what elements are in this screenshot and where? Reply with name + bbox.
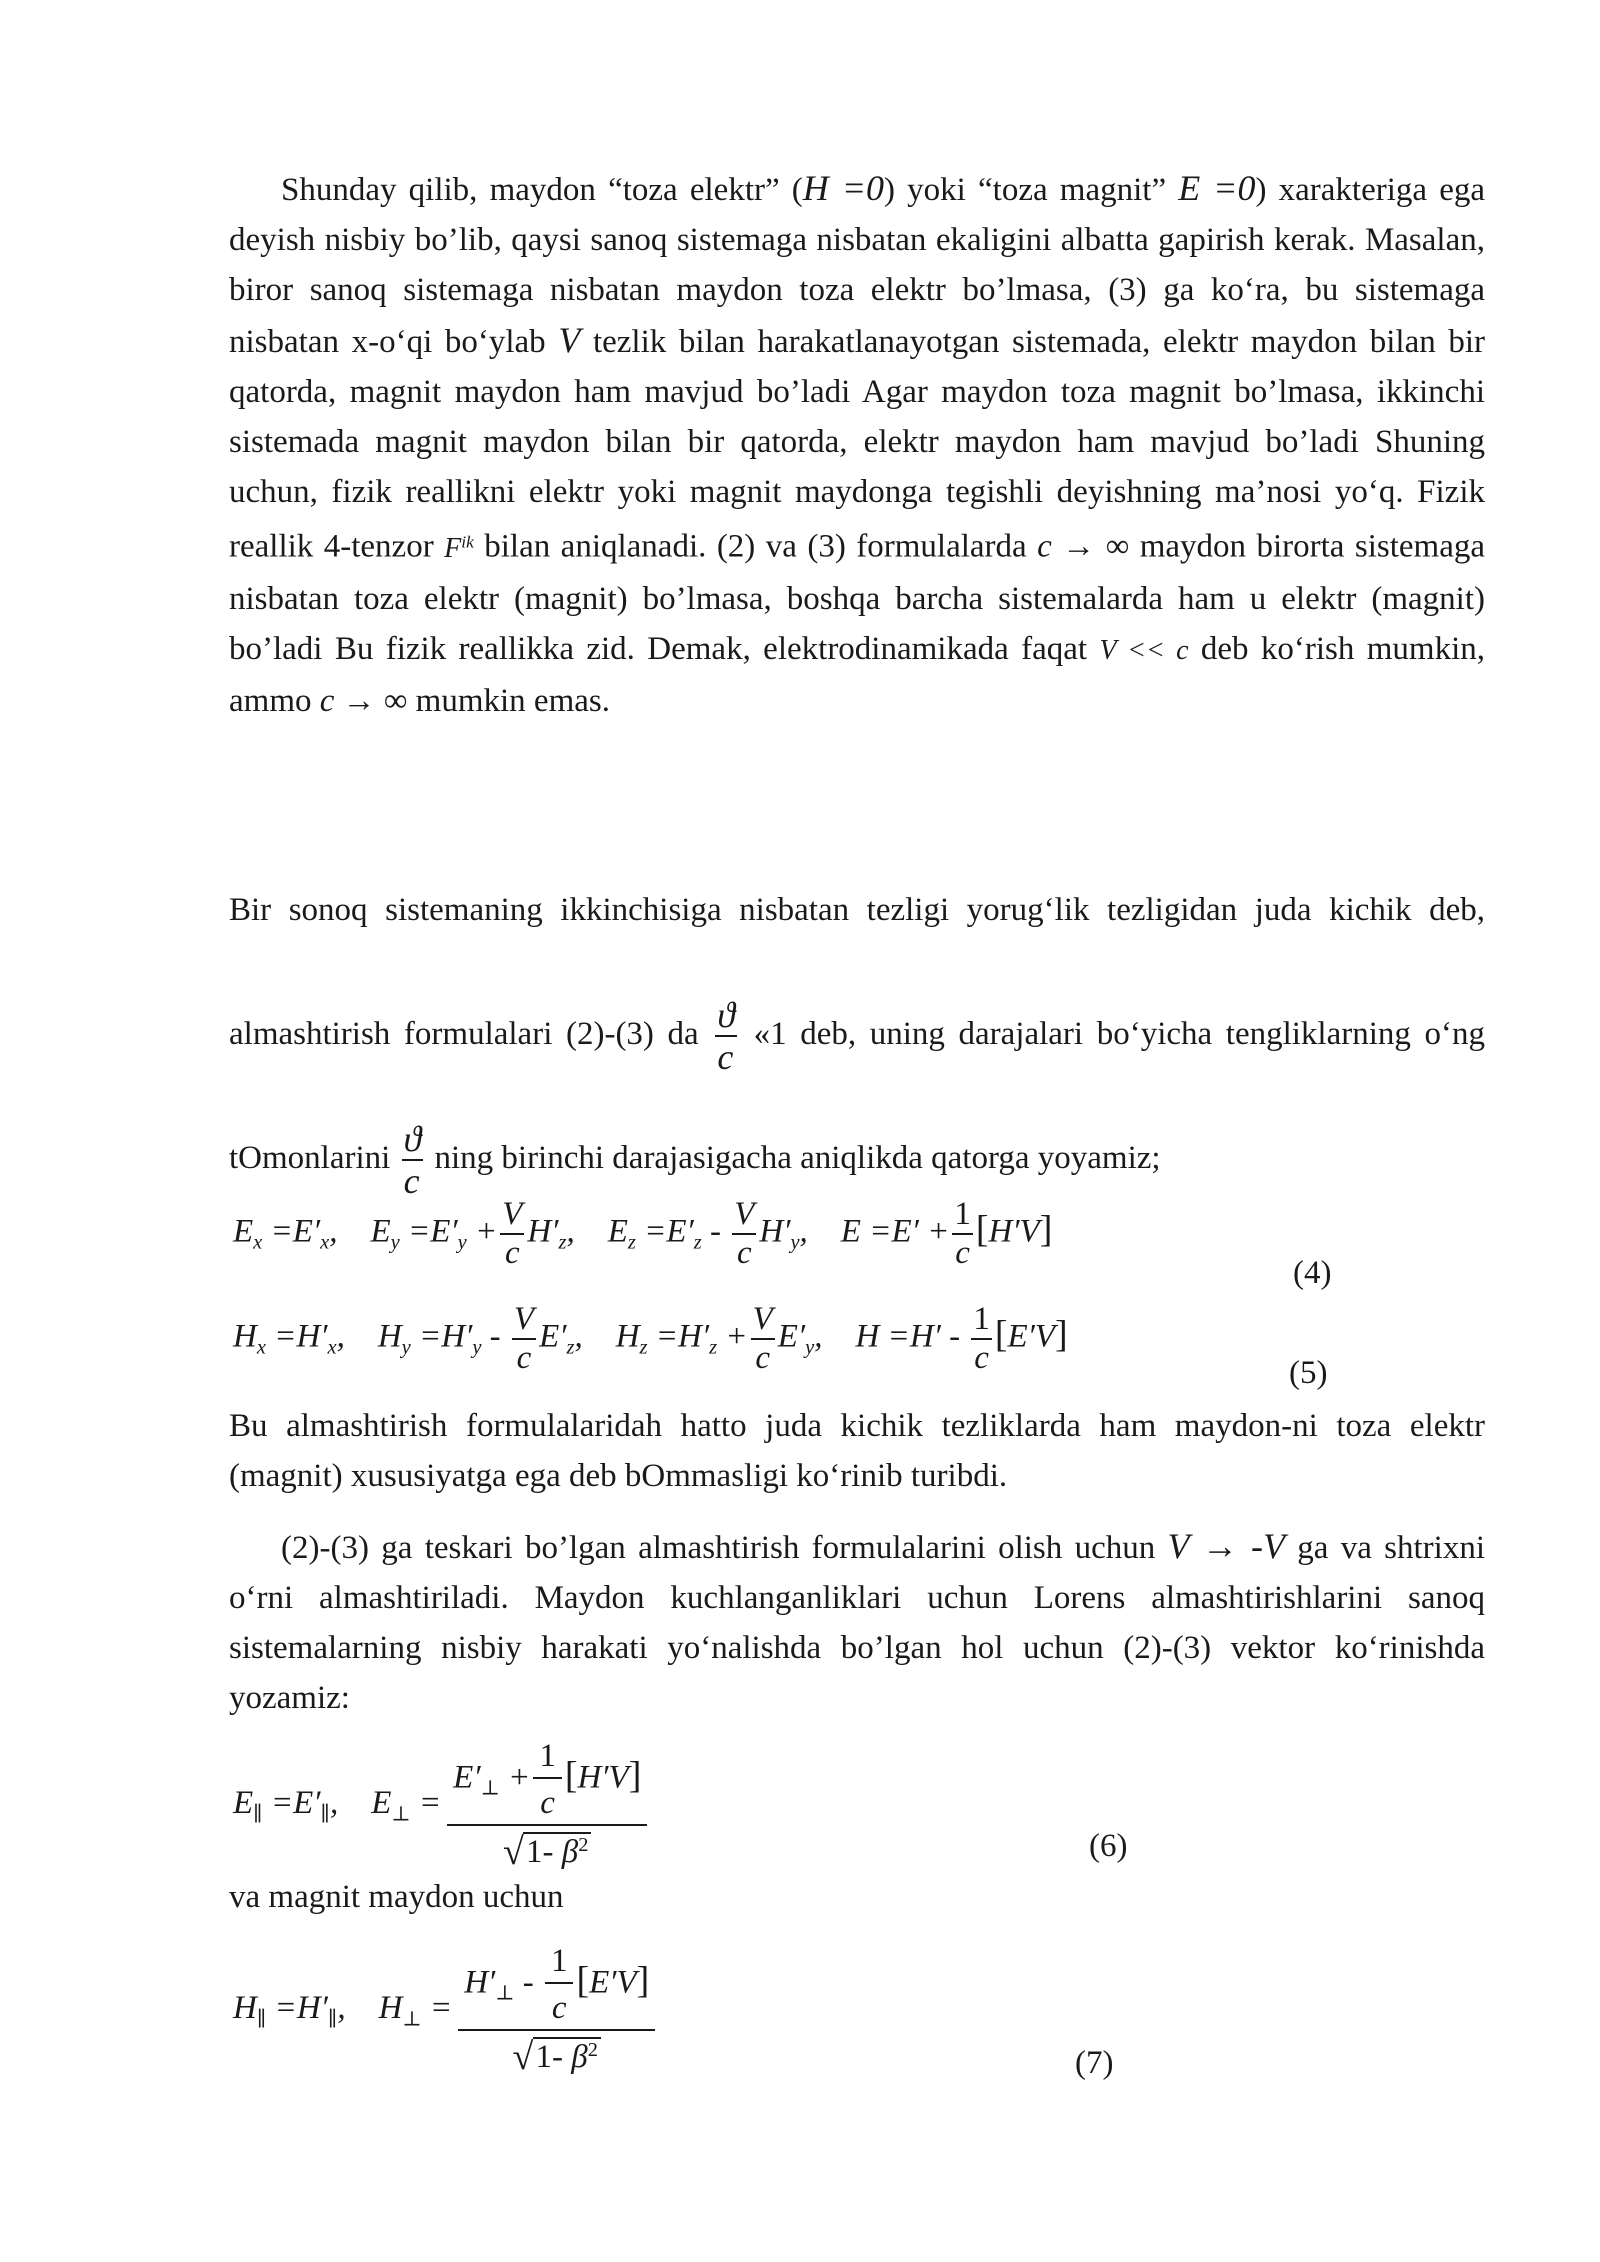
p1-math-v: V <box>558 320 581 360</box>
paragraph-2 <box>229 848 1485 1220</box>
p1-math-infinity: ∞ <box>1105 528 1130 565</box>
p1-math-infinity-2: ∞ <box>383 682 408 719</box>
p1-math-v-ll-c: V << c <box>1099 634 1189 666</box>
equation-4: $E_x =E'_x$, $E_y =E'_y$ + $\frac{V}{c}$ $H'_z$, $E_z =E'_z$ - $\frac{V}{c}$ $H'_y$, E =E′ + $\frac{1}{c}$ [H′V] <box>233 1196 1053 1271</box>
p4-math-v-to-minus-v: V → -V <box>1167 1526 1285 1566</box>
equation-6-number: (6) <box>1089 1828 1128 1864</box>
p1-text-f: maydon birorta sistemaga nisbatan toza elektr (magnit) bo’lmasa, boshqa barcha sistemalarda ham u elektr (magnit) bo’ladi Bu fizik reallikka zid. Demak, elektrodinamikada faqat <box>229 528 1485 667</box>
p1-text-a: Shunday qilib, maydon “toza elektr” ( <box>281 172 803 208</box>
p1-text-e: bilan aniqlanadi. (2) va (3) formulalarda <box>484 528 1027 565</box>
p2-text-a: Bir sonoq sistemaning ikkinchisiga nisbatan tezligi yorug‘lik tezligidan juda kichik deb, almashtirish formulalari (2)-(3) da <box>229 892 1485 1052</box>
p1-math-fik: $F^{ik}$ <box>444 532 474 564</box>
p5-text: va magnit maydon uchun <box>229 1879 564 1915</box>
p1-text-g: deb ko‘rish mumkin, ammo <box>229 630 1485 719</box>
p4-text-b: ga va shtrixni o‘rni almashtiriladi. Maydon kuchlanganliklari uchun Lorens almashtirishlarini sanoq sistemalarning nisbiy harakati yo‘nalishda bo’lgan hol uchun (2)-(3) vektor ko‘rinishda yozamiz: <box>229 1530 1485 1716</box>
equation-7: $H_\parallel =H'_\parallel$, $H_\perp$ = $H'_\perp$ - $\frac{1}{c}$ [E′V] √ 1- $\beta^2$ <box>233 1945 1253 2076</box>
equation-4-number: (4) <box>1293 1255 1332 1291</box>
p1-text-d: tezlik bilan harakatlanayotgan sistemada, elektr maydon bilan bir qatorda, magnit maydon ham mavjud bo’ladi Agar maydon toza magnit bo’lmasa, ikkinchi sistemada magnit maydon bilan bir qatorda, elektr maydon ham mavjud bo’ladi Shuning uchun, fizik reallikni elektr yoki magnit maydonga tegishli deyishning ma’nosi yo‘q. Fizik reallik 4-tenzor <box>229 324 1486 565</box>
p1-math-h0: H =0 <box>802 168 885 208</box>
p1-text-c: ) xarakteriga ega deyish nisbiy bo’lib, qaysi sanoq sistemaga nisbatan ekaligini albatta gapirish kerak. Masalan, biror sanoq sistemaga nisbatan maydon toza elektr bo’lmasa, (3) ga ko‘ra, bu sistemaga nisbatan x-o‘qi bo‘ylab <box>229 172 1485 360</box>
equation-5-number: (5) <box>1289 1355 1328 1391</box>
p4-text-a: (2)-(3) ga teskari bo’lgan almashtirish formulalarini olish uchun <box>281 1530 1156 1566</box>
p2-frac-theta-c-2: $\frac{ϑ}{c}$ <box>403 1119 422 1202</box>
paragraph-4 <box>229 1521 1485 1723</box>
equation-5: $H_x =H'_x$, $H_y =H'_y$ - $\frac{V}{c}$ $E'_z$, $H_z =H'_z$ + $\frac{V}{c}$ $E'_y$, H =H′ - $\frac{1}{c}$ [E′V] <box>233 1301 1068 1376</box>
p1-text-b: ) yoki “toza magnit” <box>884 172 1167 208</box>
paragraph-1 <box>229 163 1485 726</box>
p1-math-e0: E =0 <box>1178 168 1256 208</box>
equation-6: $E_\parallel =E'_\parallel$, $E_\perp$ = $E'_\perp$ + $\frac{1}{c}$ [H′V] √ 1- $\beta^2$ <box>233 1740 1253 1871</box>
p3-text: Bu almashtirish formulalaridah hatto juda kichik tezliklarda ham maydon-ni toza elektr (magnit) xususiyatga ega deb bOmmasligi ko‘rinib turibdi. <box>229 1408 1485 1494</box>
paragraph-5 <box>229 1872 1485 1922</box>
p1-text-h: mumkin emas. <box>415 682 610 719</box>
equation-7-number: (7) <box>1075 2045 1114 2081</box>
p1-math-c-arrow-2: c → <box>319 682 376 719</box>
p2-text-c: ning birinchi darajasigacha aniqlikda qatorga yoyamiz; <box>434 1140 1161 1176</box>
p1-math-c-arrow: c → <box>1037 528 1096 565</box>
paragraph-3 <box>229 1401 1485 1501</box>
p2-frac-theta-c: $\frac{ϑ}{c}$ <box>717 995 735 1078</box>
p2-text-b: «1 deb, uning darajalari bo‘yicha tengliklarning o‘ng tOmonlarini <box>229 1016 1486 1176</box>
